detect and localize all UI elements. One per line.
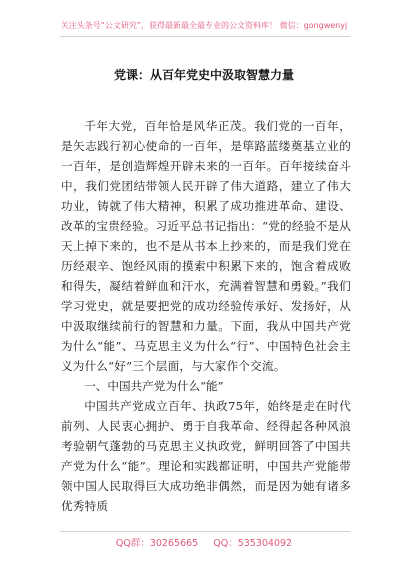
document-header: 关注头条号“公文研究”，获得最新最全最专业的公文资料库！ 微信：gongwenyj (60, 21, 348, 30)
document-footer (0, 535, 408, 549)
paragraph-intro: 千年大党，百年恰是风华正茂。我们党的一百年，是矢志践行初心使命的一百年，是筚路蓝缕奠基立业的一百年，是创造辉煌开辟未来的一百年。百年接续奋斗中，我们党团结带领人民开辟了伟大道路，建立了伟大功业，铸就了伟大精神，积累了成功推进革命、建设、改革的宝贵经验。习近平总书记指出：“党的经验不是从天上掉下来的，也不是从书本上抄来的，而是我们党在历经艰辛、饱经风雨的摸索中积累下来的，饱含着成败和得失，凝结着鲜血和汗水，充满着智慧和勇毅。”我们学习党史，就是要把党的成功经验传承好、发扬好，从中汲取继续前行的智慧和力量。下面，我从中国共产党为什么“能”、马克思主义为什么“行”、中国特色社会主义为什么“好”三个层面，与大家作个交流。 (61, 119, 351, 373)
section-heading: 一、中国共产党为什么“能” (84, 379, 224, 393)
paragraph-section-1: 中国共产党成立百年、执政75年，始终是走在时代前列、人民衷心拥护、勇于自我革命、经得起各种风浪考验朝气蓬勃的马克思主义执政党，鲜明回答了中国共产党为什么“能”。理论和实践都证明，中国共产党能带领中国人民取得巨大成功绝非偶然，而是因为她有诸多优秀特质 (61, 399, 351, 513)
footer-divider (60, 531, 350, 532)
header-divider (60, 36, 350, 37)
document-body (61, 116, 351, 516)
footer-qq: QQ：535304092 (213, 538, 293, 549)
document-title: 党课：从百年党史中汲取智慧力量 (113, 68, 294, 82)
footer-qq-group: QQ群：30265665 (115, 538, 199, 549)
